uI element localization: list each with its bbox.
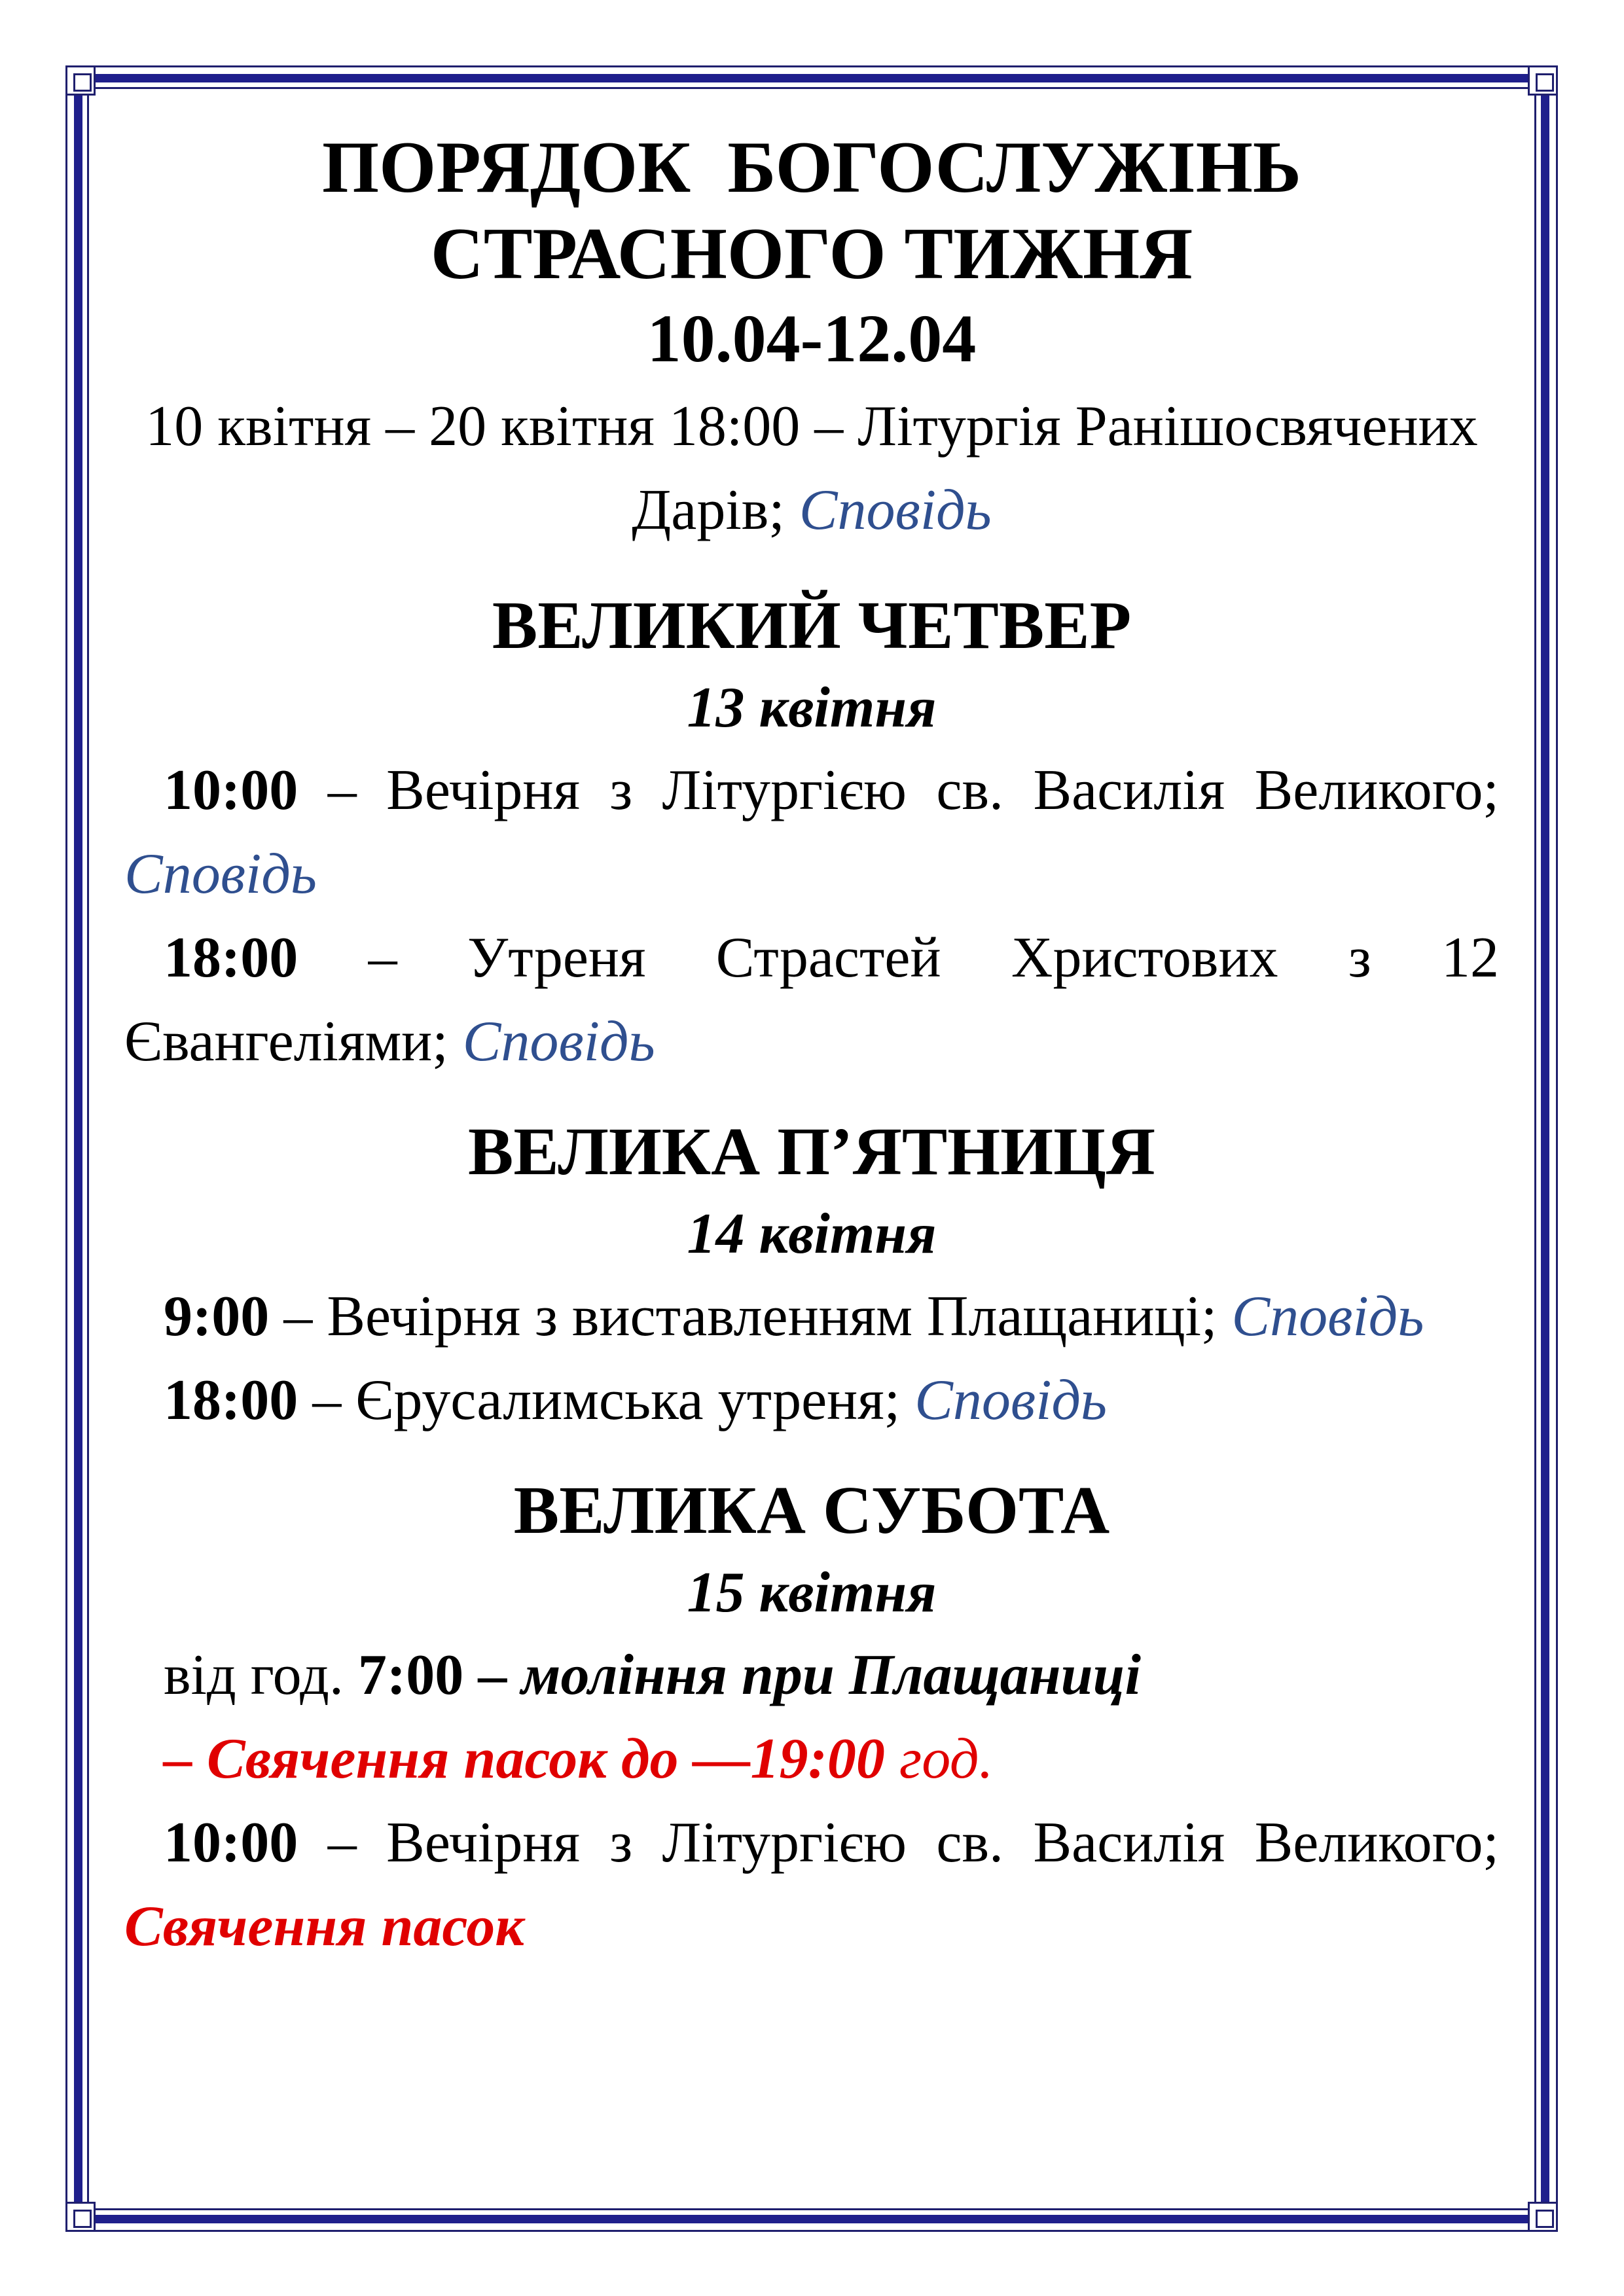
service-entry — [124, 749, 1499, 916]
section-title: ВЕЛИКИЙ ЧЕТВЕР — [492, 588, 1132, 663]
section-title: ВЕЛИКА П’ЯТНИЦЯ — [467, 1114, 1156, 1189]
section-great-thursday — [124, 584, 1499, 1084]
service-time: 10:00 — [164, 759, 298, 822]
service-entry — [124, 916, 1499, 1084]
service-entry — [124, 1275, 1499, 1359]
service-time: 10:00 — [164, 1811, 298, 1874]
confession-note: Сповідь — [124, 842, 317, 906]
service-entry — [124, 1634, 1499, 1717]
blessing-unit: год. — [884, 1727, 994, 1791]
service-time: 9:00 — [164, 1285, 270, 1348]
confession-note: Сповідь — [1231, 1285, 1424, 1348]
section-title: ВЕЛИКА СУБОТА — [513, 1473, 1110, 1548]
service-time: 18:00 — [164, 1369, 298, 1432]
blessing-note: Свячення пасок — [124, 1895, 524, 1958]
blessing-notice — [124, 1717, 1499, 1801]
confession-note: Сповідь — [914, 1369, 1108, 1432]
service-entry — [124, 1359, 1499, 1443]
section-date: 15 квітня — [687, 1561, 937, 1624]
title-line-2: СТРАСНОГО ТИЖНЯ — [430, 213, 1193, 295]
intro-paragraph — [124, 385, 1499, 552]
title-line-1: ПОРЯДОК БОГОСЛУЖІНЬ — [322, 127, 1301, 208]
service-entry — [124, 1801, 1499, 1969]
service-dash: – — [463, 1643, 522, 1707]
blessing-text: – Свячення пасок до —19:00 — [164, 1727, 885, 1791]
service-time: 7:00 — [357, 1643, 464, 1707]
frame-corner-ornament — [1528, 2202, 1558, 2232]
service-text: – Єрусалимська утреня; — [298, 1369, 915, 1432]
intro-text: 10 квітня – 20 квітня 18:00 – Літургія Ранішосвячених Дарів; — [145, 395, 1478, 542]
service-text: моління при Плащаниці — [521, 1643, 1141, 1707]
section-great-saturday — [124, 1469, 1499, 1969]
frame-corner-ornament — [65, 2202, 96, 2232]
service-prefix: від год. — [164, 1643, 358, 1707]
service-text: – Вечірня з Літургією св. Василія Великого; — [298, 759, 1499, 822]
section-date: 14 квітня — [687, 1202, 937, 1266]
schedule-content — [124, 124, 1499, 1969]
confession-note: Сповідь — [462, 1010, 655, 1073]
service-time: 18:00 — [164, 926, 298, 990]
date-range: 10.04-12.04 — [647, 301, 977, 376]
confession-note: Сповідь — [799, 478, 992, 542]
frame-corner-ornament — [65, 65, 96, 96]
service-text: – Утреня Страстей Христових з 12 Євангеліями; — [124, 926, 1499, 1073]
service-text: – Вечірня з виставленням Плащаниці; — [269, 1285, 1232, 1348]
frame-corner-ornament — [1528, 65, 1558, 96]
section-great-friday — [124, 1110, 1499, 1443]
service-text: – Вечірня з Літургією св. Василія Великого; — [298, 1811, 1499, 1874]
section-date: 13 квітня — [687, 676, 937, 740]
